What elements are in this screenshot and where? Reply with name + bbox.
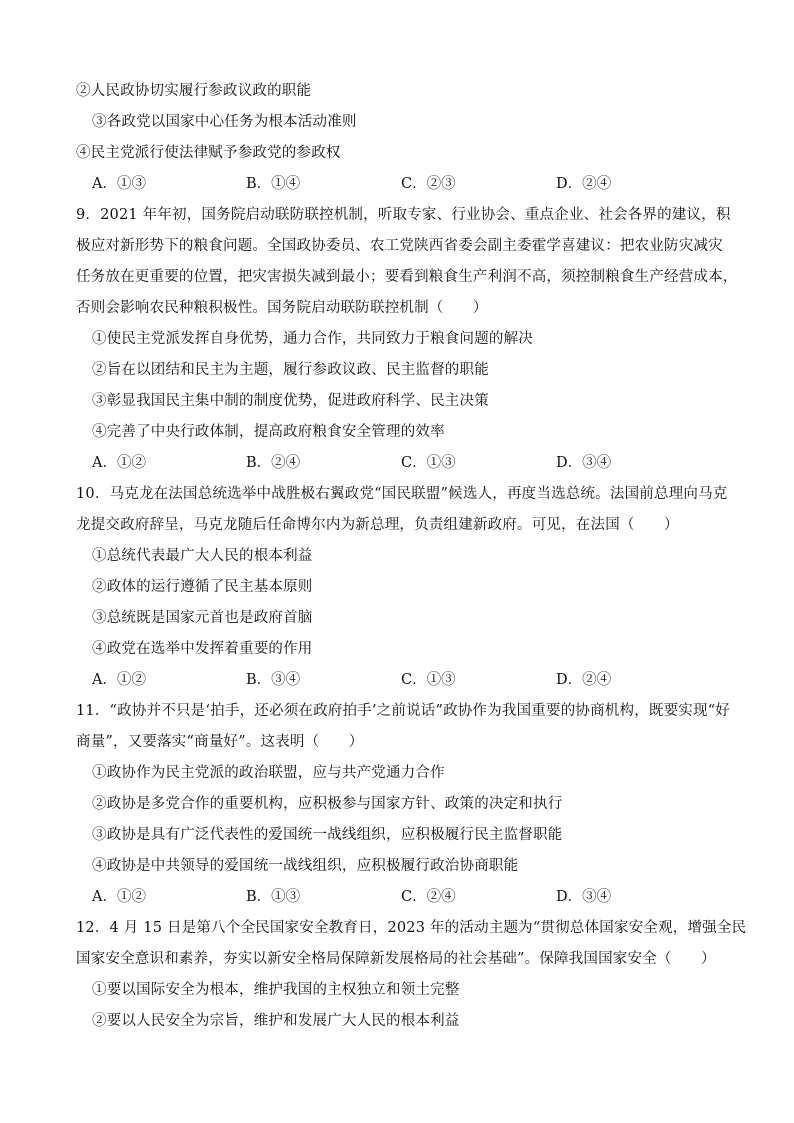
q9-item-1: ①使民主党派发挥自身优势，通力合作，共同致力于粮食问题的解决: [92, 331, 533, 347]
q9-stem-line-2: 极应对新形势下的粮食问题。全国政协委员、农工党陕西省委会副主委霍学喜建议：把农业防灾减灾: [76, 238, 723, 254]
q11-option-c[interactable]: C．②④: [401, 889, 456, 905]
q10-stem-line-2: 龙提交政府辞呈，马克龙随后任命博尔内为新总理，负责组建新政府。可见，在法国（ ）: [76, 517, 679, 533]
q11-options: [92, 887, 712, 907]
q9-option-a[interactable]: A．①②: [92, 455, 146, 471]
q11-item-1: ①政协作为民主党派的政治联盟，应与共产党通力合作: [92, 765, 445, 781]
q9-item-2: ②旨在以团结和民主为主题，履行参政议政、民主监督的职能: [92, 362, 489, 378]
q10-option-d[interactable]: D．②④: [556, 672, 612, 688]
q11-option-d[interactable]: D．③④: [556, 889, 612, 905]
q8-option-a[interactable]: A．①③: [92, 176, 146, 192]
q9-stem-line-4: 否则会影响农民种粮积极性。国务院启动联防联控机制（ ）: [76, 300, 488, 316]
q9-option-d[interactable]: D．③④: [556, 455, 612, 471]
q8-option-c[interactable]: C．②③: [401, 176, 456, 192]
q8-option-d[interactable]: D．②④: [556, 176, 612, 192]
q9-stem-line-3: 任务放在更重要的位置，把灾害损失减到最小；要看到粮食生产利润不高，须控制粮食生产经营成本，: [76, 269, 738, 285]
q8-option-b[interactable]: B．①④: [246, 176, 301, 192]
q12-item-2: ②要以人民安全为宗旨，维护和发展广大人民的根本利益: [92, 1013, 460, 1029]
q10-option-c[interactable]: C．①③: [401, 672, 456, 688]
q12-stem-line-2: 国家安全意识和素养，夯实以新安全格局保障新发展格局的社会基础”。保障我国国家安全（ ）: [76, 951, 716, 967]
q9-item-3: ③彰显我国民主集中制的制度优势，促进政府科学、民主决策: [92, 393, 489, 409]
q10-option-a[interactable]: A．①②: [92, 672, 146, 688]
q10-option-b[interactable]: B．③④: [246, 672, 301, 688]
q10-item-1: ①总统代表最广大人民的根本利益: [92, 548, 313, 564]
q11-item-4: ④政协是中共领导的爱国统一战线组织，应积极履行政治协商职能: [92, 858, 519, 874]
q12-stem-line-1: 12．4 月 15 日是第八个全民国家安全教育日，2023 年的活动主题为“贯彻总体国家安全观，增强全民: [76, 920, 747, 936]
q8-item-3: ③各政党以国家中心任务为根本活动准则: [92, 114, 357, 130]
q11-stem-line-2: 商量”，又要落实“商量好”。这表明（ ）: [76, 734, 364, 750]
q8-item-2: ②人民政协切实履行参政议政的职能: [76, 83, 312, 99]
q9-options: [92, 453, 712, 473]
q9-stem-line-1: 9．2021 年年初，国务院启动联防联控机制，听取专家、行业协会、重点企业、社会各界的建议，积: [76, 207, 731, 223]
q8-options: [92, 174, 712, 194]
q10-item-3: ③总统既是国家元首也是政府首脑: [92, 610, 313, 626]
q10-stem-line-1: 10．马克龙在法国总统选举中战胜极右翼政党“国民联盟”候选人，再度当选总统。法国前总理向马克: [76, 486, 728, 502]
q11-option-b[interactable]: B．①③: [246, 889, 301, 905]
q9-option-b[interactable]: B．②④: [246, 455, 301, 471]
q11-item-3: ③政协是具有广泛代表性的爱国统一战线组织，应积极履行民主监督职能: [92, 827, 563, 843]
q12-item-1: ①要以国际安全为根本，维护我国的主权独立和领土完整: [92, 982, 460, 998]
q10-item-2: ②政体的运行遵循了民主基本原则: [92, 579, 313, 595]
q11-item-2: ②政协是多党合作的重要机构，应积极参与国家方针、政策的决定和执行: [92, 796, 563, 812]
q8-item-4: ④民主党派行使法律赋予参政党的参政权: [76, 145, 341, 161]
q11-option-a[interactable]: A．①②: [92, 889, 146, 905]
q9-item-4: ④完善了中央行政体制，提高政府粮食安全管理的效率: [92, 424, 445, 440]
q9-option-c[interactable]: C．①③: [401, 455, 456, 471]
q11-stem-line-1: 11．“政协并不只是‘拍手，还必须在政府拍手’之前说话”政协作为我国重要的协商机构，既要实现“好: [76, 703, 731, 719]
q10-options: [92, 670, 712, 690]
q10-item-4: ④政党在选举中发挥着重要的作用: [92, 641, 313, 657]
